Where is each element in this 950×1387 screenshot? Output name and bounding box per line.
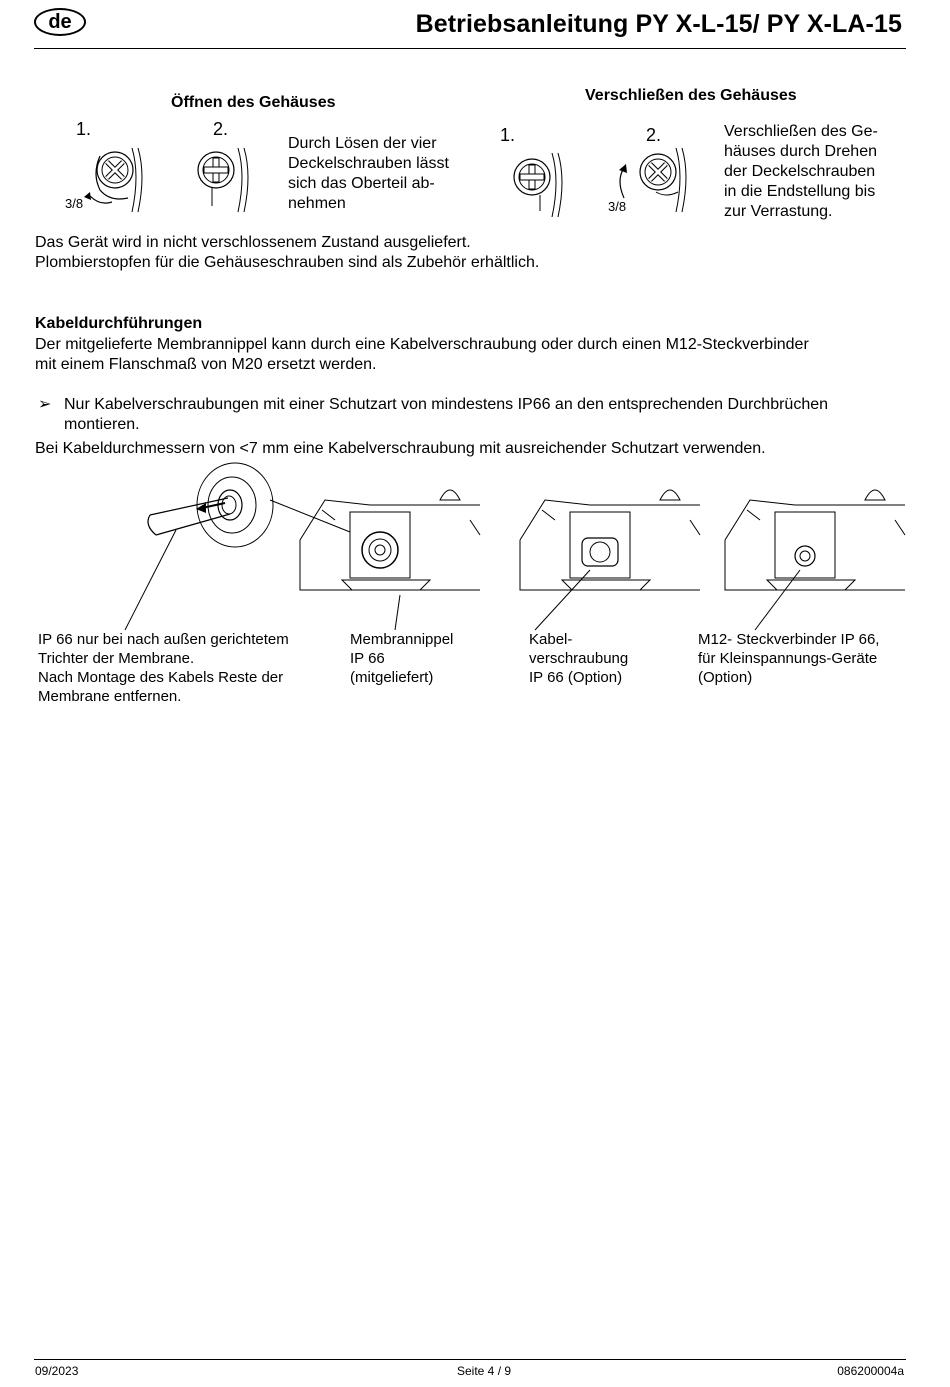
cable-heading: Kabeldurchführungen (35, 315, 203, 332)
bullet-text: Nur Kabelverschraubungen mit einer Schutzart von mindestens IP66 an den entsprechenden Durchbrüchen montieren. (64, 396, 829, 433)
m12-caption: M12- Steckverbinder IP 66, für Kleinspannungs-Geräte (Option) (698, 631, 880, 686)
footer-page-number: Seite 4 / 9 (457, 1364, 512, 1378)
closing-turn-label: 3/8 (608, 199, 627, 214)
nipple-caption: Membrannippel IP 66 (mitgeliefert) (350, 631, 454, 686)
housing-nipple-drawing (300, 490, 480, 630)
closing-step-1: 1. (500, 125, 516, 145)
opening-step-1: 1. (76, 119, 92, 139)
header-rule (34, 48, 906, 49)
housing-gland-drawing (520, 490, 700, 630)
opening-turn-label: 3/8 (65, 196, 84, 211)
cable-diameter-note: Bei Kabeldurchmessern von <7 mm eine Kabelverschraubung mit ausreichender Schutzart verwenden. (35, 440, 766, 457)
closing-instructions: Verschließen des Ge- häuses durch Drehen der Deckelschrauben in die Endstellung bis zur Verrastung. (724, 123, 878, 220)
gland-caption: Kabel- verschraubung IP 66 (Option) (529, 631, 629, 686)
closing-heading: Verschließen des Gehäuses (585, 87, 797, 104)
cable-paragraph: Der mitgelieferte Membrannippel kann durch eine Kabelverschraubung oder durch einen M12-Steckverbinder mit einem Flanschmaß von M20 ersetzt werden. (35, 336, 809, 373)
bullet-marker: ➢ (38, 396, 52, 413)
membrane-caption: IP 66 nur bei nach außen gerichtetem Trichter der Membrane. Nach Montage des Kabels Reste der Membrane entfernen. (38, 631, 289, 705)
footer-rule (34, 1359, 906, 1360)
language-badge: de (34, 8, 86, 36)
membrane-closeup-drawing (125, 463, 370, 630)
opening-screw-2-illustration (190, 140, 260, 220)
footer-date: 09/2023 (35, 1364, 79, 1378)
housing-m12-drawing (725, 490, 905, 630)
closing-step-2: 2. (646, 125, 662, 145)
closing-screw-1-illustration (500, 145, 570, 225)
delivery-note: Das Gerät wird in nicht verschlossenem Zustand ausgeliefert. Plombierstopfen für die Gehäuseschrauben sind als Zubehör erhältlich. (35, 234, 540, 271)
opening-heading: Öffnen des Gehäuses (171, 94, 336, 111)
opening-instructions: Durch Lösen der vier Deckelschrauben lässt sich das Oberteil ab- nehmen (288, 135, 449, 212)
opening-step-2: 2. (213, 119, 229, 139)
cable-entry-illustrations (110, 460, 910, 635)
footer-doc-number: 086200004a (837, 1364, 904, 1378)
opening-screw-1-illustration (70, 140, 160, 220)
document-title: Betriebsanleitung PY X-L-15/ PY X-LA-15 (415, 10, 902, 38)
closing-screw-2-illustration (608, 140, 703, 220)
